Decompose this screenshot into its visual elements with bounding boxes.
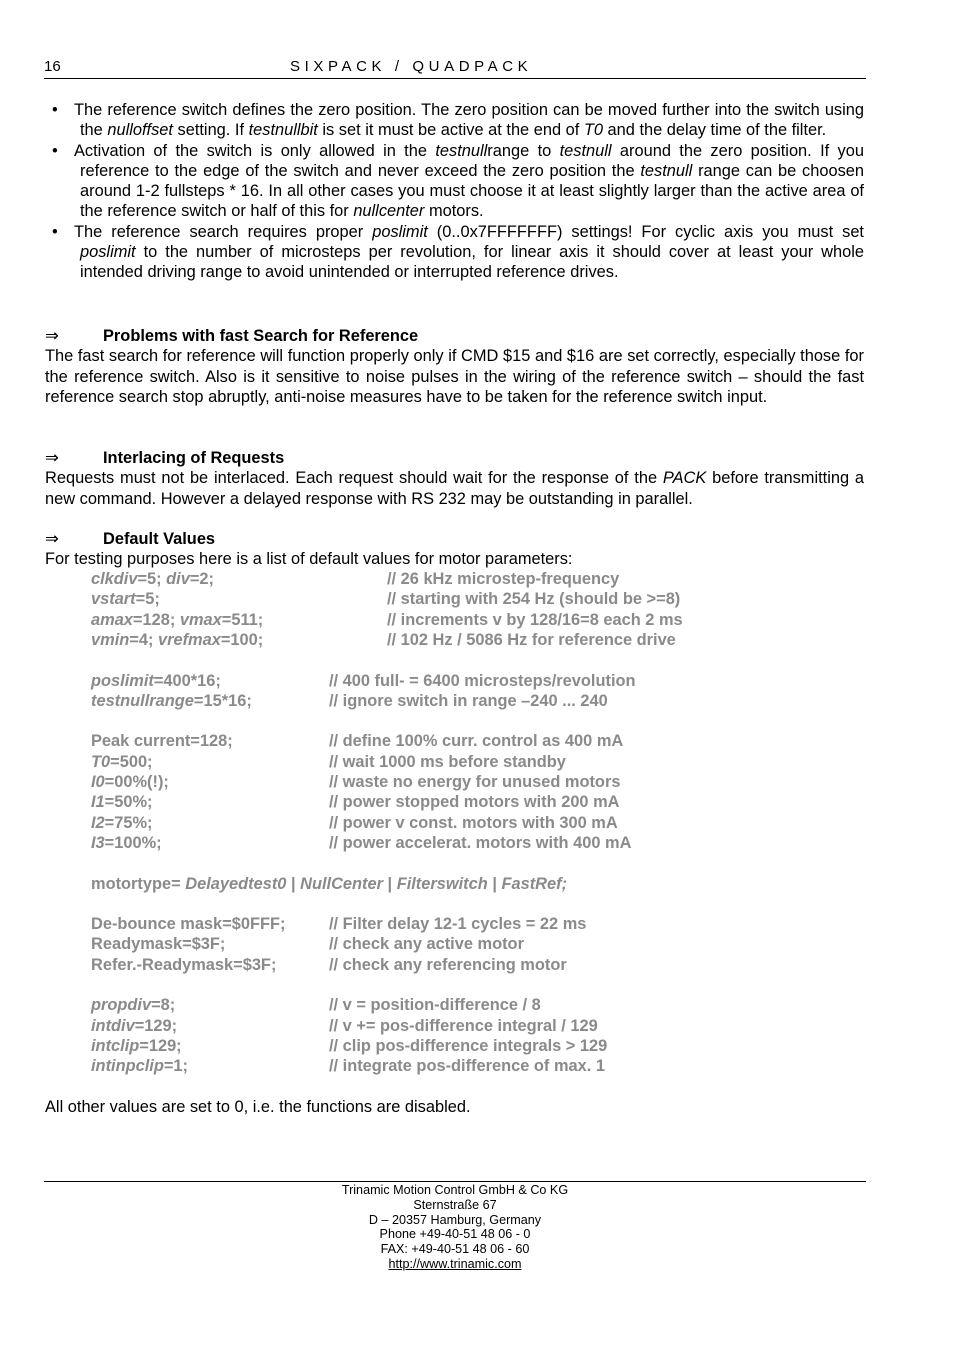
param-comment: // v = position-difference / 8: [329, 996, 541, 1015]
param-comment: // 102 Hz / 5086 Hz for reference drive: [387, 630, 676, 649]
param-comment: // starting with 254 Hz (should be >=8): [387, 590, 681, 609]
param-comment: // Filter delay 12-1 cycles = 22 ms: [329, 915, 587, 934]
section-interlacing: [45, 448, 864, 509]
document-title: SIXPACK / QUADPACK: [290, 58, 533, 75]
header-divider: [44, 78, 866, 79]
section-defaults: [45, 529, 864, 570]
footer-divider: [44, 1181, 866, 1182]
param-setting: I0=00%(!);: [91, 773, 169, 791]
section-intro: For testing purposes here is a list of default values for motor parameters:: [45, 550, 573, 569]
section-fast-search: [45, 326, 864, 407]
param-setting: I2=75%;: [91, 813, 153, 832]
param-comment: // power v const. motors with 300 mA: [329, 813, 618, 832]
param-setting: propdiv=8;: [91, 996, 176, 1015]
bullet-item: [44, 141, 864, 222]
bullet-item: [44, 100, 864, 141]
param-comment: // v += pos-difference integral / 129: [329, 1016, 598, 1035]
param-comment: // increments v by 128/16=8 each 2 ms: [387, 610, 683, 629]
bullet-text: The reference search requires proper poslimit (0..0x7FFFFFFF) settings! For cyclic axis you must set poslimit to the number of microsteps per revolution, for linear axis it should cover at least your whole intended driving range to avoid unintended or interrupted reference drives.: [74, 222, 864, 282]
param-setting: T0=500;: [91, 752, 153, 771]
bullet-dot: •: [52, 101, 58, 119]
footer-city: D – 20357 Hamburg, Germany: [368, 1212, 542, 1227]
arrow-icon: ⇒: [45, 449, 59, 467]
section-heading: [45, 326, 864, 346]
param-setting: vmin=4; vrefmax=100;: [91, 630, 264, 649]
bullet-text: Activation of the switch is only allowed in the testnullrange to testnull around the zero position. If you reference to the edge of the switch and never exceed the zero position the testnull range can be choosen around 1-2 fullsteps * 16. In all other cases you must choose it at least slightly larger than the active area of the reference switch or half of this for nullcenter motors.: [74, 141, 865, 221]
page-number: 16: [44, 58, 61, 75]
param-comment: // check any active motor: [329, 935, 524, 954]
param-setting: intclip=129;: [91, 1036, 182, 1055]
bullet-dot: •: [52, 222, 58, 241]
arrow-icon: ⇒: [45, 327, 59, 345]
param-setting: amax=128; vmax=511;: [91, 610, 264, 629]
param-setting: poslimit=400*16;: [91, 671, 221, 690]
param-setting: clkdiv=5; div=2;: [91, 570, 215, 588]
footer-phone: Phone +49-40-51 48 06 - 0: [379, 1227, 531, 1242]
closing-note: All other values are set to 0, i.e. the functions are disabled.: [45, 1098, 471, 1116]
param-setting: I1=50%;: [91, 793, 153, 812]
bullet-text: The reference switch defines the zero position. The zero position can be moved further into the switch using the nulloffset setting. If testnullbit is set it must be active at the end of T0 and the delay time of the filter.: [74, 101, 864, 140]
param-comment: // clip pos-difference integrals > 129: [329, 1036, 608, 1055]
bullet-list: [44, 100, 864, 283]
param-setting: intinpclip=1;: [91, 1057, 188, 1076]
param-setting: Peak current=128;: [91, 732, 233, 751]
param-setting: Refer.-Readymask=$3F;: [91, 955, 277, 974]
param-setting: vstart=5;: [91, 590, 160, 609]
param-comment: // check any referencing motor: [329, 955, 567, 974]
param-setting: Readymask=$3F;: [91, 935, 226, 954]
param-comment: // wait 1000 ms before standby: [329, 752, 566, 771]
param-comment: // power accelerat. motors with 400 mA: [329, 833, 632, 852]
param-comment: // 400 full- = 6400 microsteps/revolution: [329, 671, 636, 690]
param-comment: // power stopped motors with 200 mA: [329, 793, 620, 812]
param-setting: I3=100%;: [91, 833, 162, 852]
heading-text: Interlacing of Requests: [103, 449, 285, 467]
section-heading: [45, 529, 864, 549]
param-setting: motortype= Delayedtest0 | NullCenter | Filterswitch | FastRef;: [91, 874, 568, 893]
section-paragraph: Requests must not be interlaced. Each request should wait for the response of the PACK before transmitting a new command. However a delayed response with RS 232 may be outstanding in parallel.: [45, 469, 864, 508]
param-setting: intdiv=129;: [91, 1016, 178, 1035]
param-comment: // ignore switch in range –240 ... 240: [329, 691, 608, 710]
footer-website-link[interactable]: http://www.trinamic.com: [388, 1256, 522, 1271]
bullet-dot: •: [52, 141, 58, 160]
footer-fax: FAX: +49-40-51 48 06 - 60: [380, 1242, 530, 1257]
footer-company: Trinamic Motion Control GmbH & Co KG: [341, 1183, 569, 1197]
arrow-icon: ⇒: [45, 530, 59, 548]
param-comment: // 26 kHz microstep-frequency: [387, 570, 620, 588]
bullet-item: [44, 222, 864, 283]
param-comment: // integrate pos-difference of max. 1: [329, 1057, 605, 1076]
heading-text: Default Values: [103, 530, 216, 548]
heading-text: Problems with fast Search for Reference: [103, 327, 419, 345]
page-footer: [44, 1183, 866, 1272]
param-comment: // define 100% curr. control as 400 mA: [329, 732, 624, 751]
section-heading: [45, 448, 864, 468]
section-paragraph: The fast search for reference will function properly only if CMD $15 and $16 are set correctly, especially those for the reference switch. Also is it sensitive to noise pulses in the wiring of the reference switch – should the fast reference search stop abruptly, anti-noise measures have to be taken for the reference switch input.: [45, 347, 864, 406]
param-comment: // waste no energy for unused motors: [329, 773, 621, 791]
param-setting: testnullrange=15*16;: [91, 691, 252, 710]
param-setting: De-bounce mask=$0FFF;: [91, 915, 286, 934]
footer-street: Sternstraße 67: [413, 1197, 497, 1212]
